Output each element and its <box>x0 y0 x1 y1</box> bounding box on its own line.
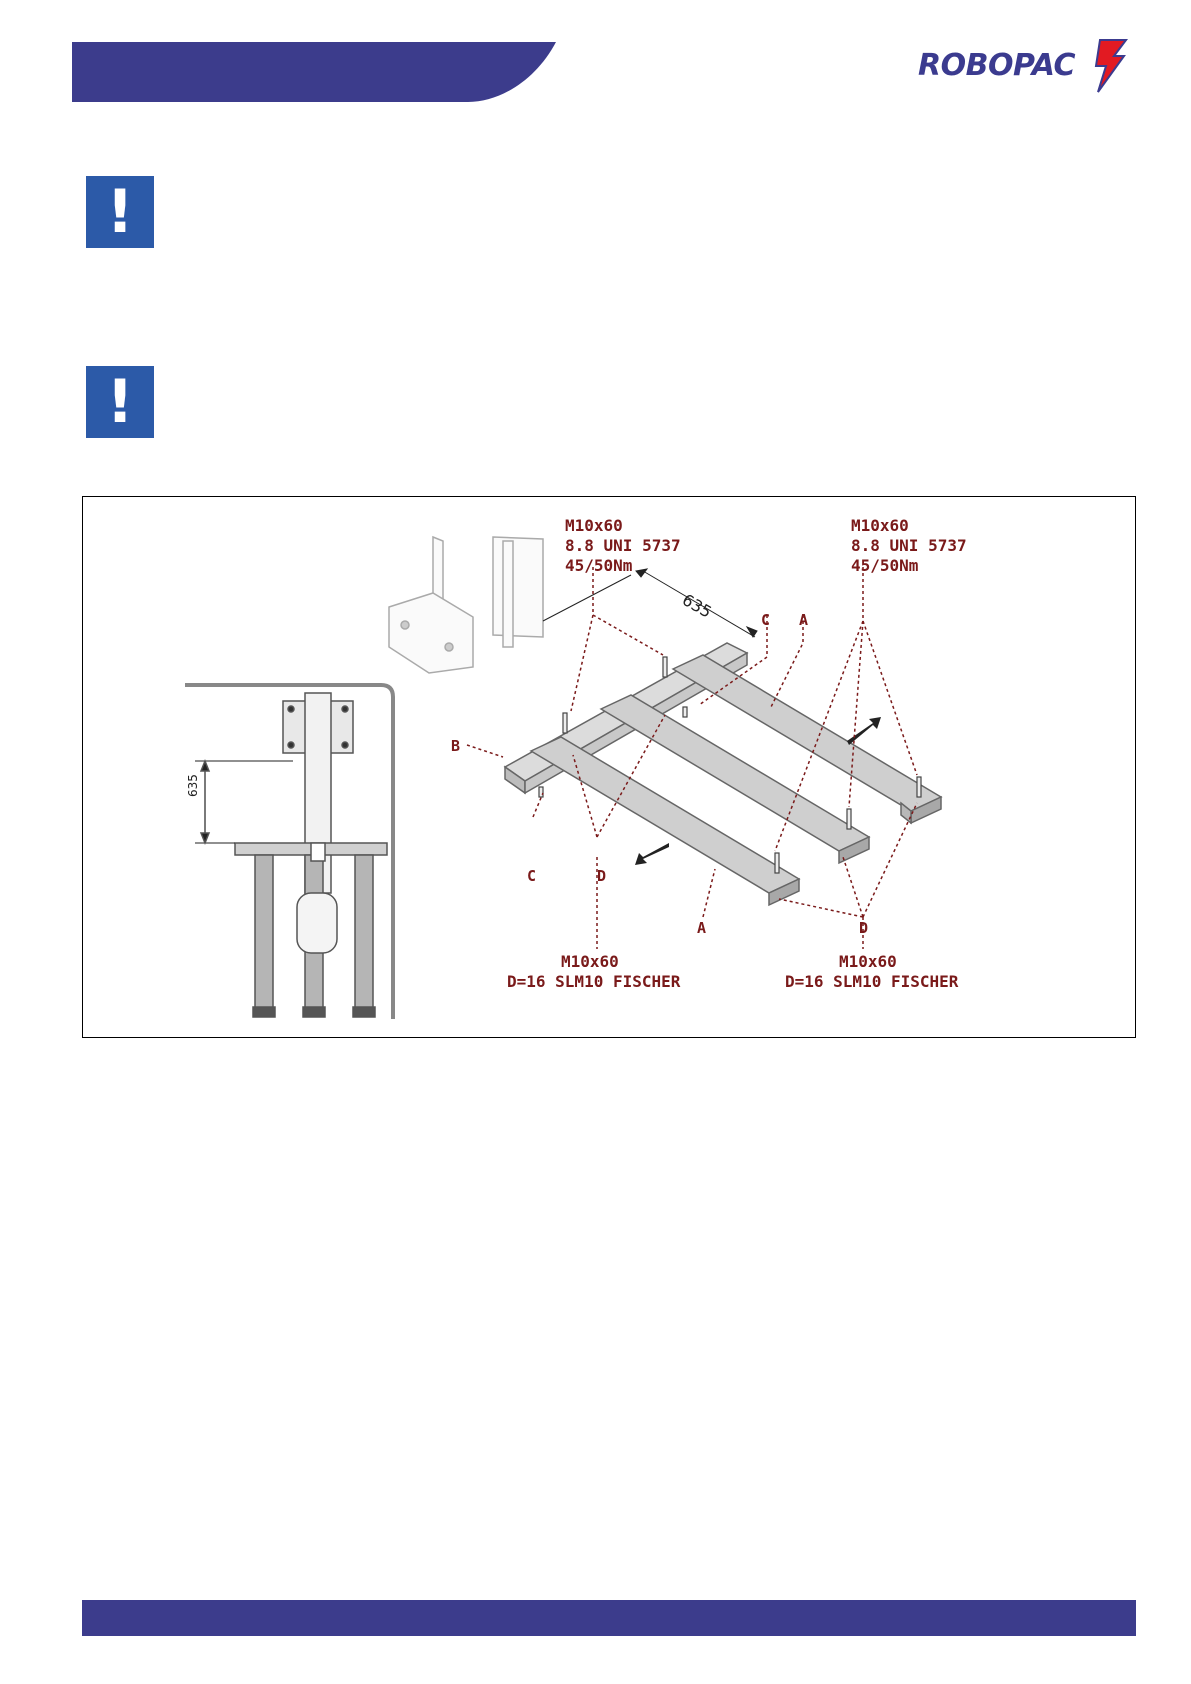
anchor-spec-left-line2: D=16 SLM10 FISCHER <box>507 972 681 991</box>
anchor-spec-right-line2: D=16 SLM10 FISCHER <box>785 972 959 991</box>
iso-machine-column <box>389 537 543 673</box>
lightning-bolt-icon <box>1086 38 1130 94</box>
footer-band <box>82 1600 1136 1636</box>
part-label-a-top: A <box>799 611 809 629</box>
bolt-spec-right-line1: M10x60 <box>851 516 909 535</box>
bolt-spec-left-line2: 8.8 UNI 5737 <box>565 536 681 555</box>
iso-rail-a-front <box>531 737 799 905</box>
robopac-logo <box>918 38 1128 98</box>
iso-dimension-635 <box>543 569 757 637</box>
part-label-c-bottom: C <box>527 867 537 885</box>
part-label-b: B <box>451 737 461 755</box>
exclamation-glyph: ! <box>106 177 134 247</box>
anchor-spec-left-line1: M10x60 <box>561 952 619 971</box>
dimension-label-iso: 635 <box>679 590 715 622</box>
plan-view <box>185 685 393 1019</box>
iso-rail-middle <box>601 695 869 863</box>
warning-exclamation-icon <box>86 176 154 248</box>
exclamation-glyph: ! <box>106 367 134 437</box>
iso-rail-a-back <box>673 655 941 823</box>
dimension-label-plan: 635 <box>186 774 200 797</box>
warning-exclamation-icon <box>86 366 154 438</box>
part-label-a-bottom: A <box>697 919 707 937</box>
anchor-spec-right-line1: M10x60 <box>839 952 897 971</box>
installation-figure <box>82 496 1136 1038</box>
part-label-c-top: C <box>761 611 771 629</box>
bolt-spec-left-line1: M10x60 <box>565 516 623 535</box>
bolt-spec-left-line3: 45/50Nm <box>565 556 633 575</box>
logo-text: ROBOPAC <box>918 48 1076 83</box>
header-band <box>0 0 600 110</box>
part-label-d-right: D <box>859 919 869 937</box>
bolt-spec-right-line2: 8.8 UNI 5737 <box>851 536 967 555</box>
bolt-spec-right-line3: 45/50Nm <box>851 556 919 575</box>
part-label-d-left: D <box>597 867 607 885</box>
installation-drawing <box>83 497 1135 1037</box>
